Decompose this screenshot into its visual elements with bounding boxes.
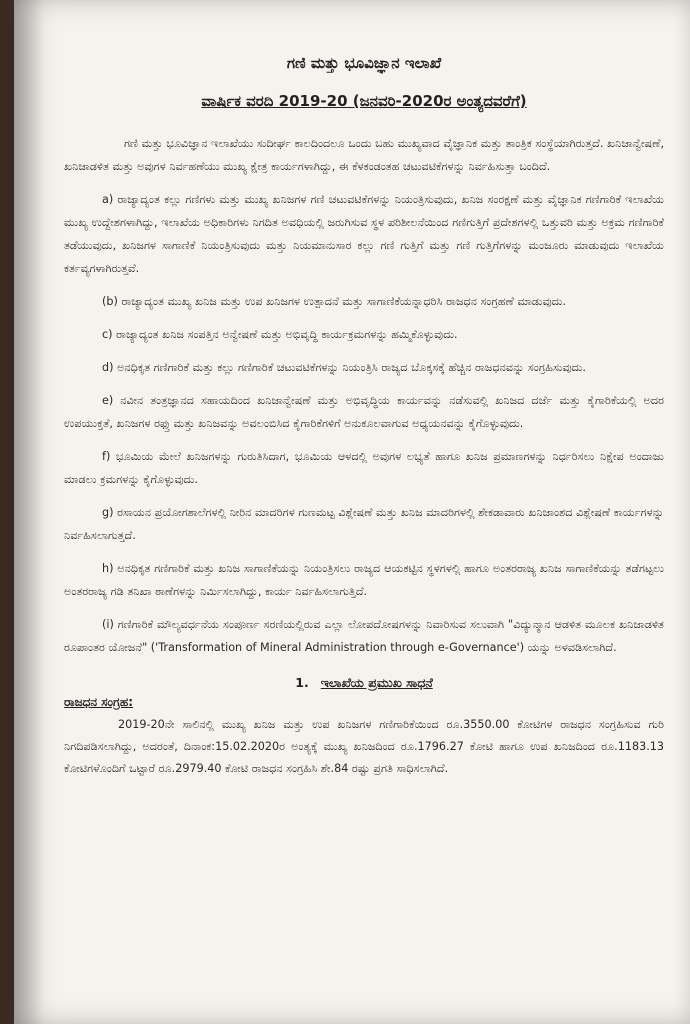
section-number: 1. <box>295 675 309 690</box>
department-heading: ಗಣಿ ಮತ್ತು ಭೂವಿಜ್ಞಾನ ಇಲಾಖೆ <box>286 54 442 72</box>
list-item <box>64 501 664 547</box>
list-item <box>64 389 664 435</box>
subsection-title: ರಾಜಧನ ಸಂಗ್ರಹ: <box>64 695 134 709</box>
item-label: a) <box>102 193 114 206</box>
list-item <box>64 557 664 603</box>
item-label: c) <box>102 328 113 341</box>
report-title: ವಾರ್ಷಿಕ ವರದಿ 2019-20 (ಜನವರಿ-2020ರ ಅಂತ್ಯದವರೆಗೆ) <box>201 92 527 110</box>
item-text: ರಾಜ್ಯಾದ್ಯಂತ ಖನಿಜ ಸಂಪತ್ತಿನ ಅನ್ವೇಷಣೆ ಮತ್ತು ಅಭಿವೃದ್ಧಿ ಕಾರ್ಯಕ್ರಮಗಳನ್ನು ಹಮ್ಮಿಕೊಳ್ಳುವುದು. <box>116 328 458 341</box>
list-item <box>64 290 664 313</box>
section-heading <box>64 675 664 691</box>
document-page <box>14 0 690 1024</box>
list-item <box>64 356 664 379</box>
item-text: ರಾಜ್ಯಾದ್ಯಂತ ಮುಖ್ಯ ಖನಿಜ ಮತ್ತು ಉಪ ಖನಿಜಗಳ ಉತ್ಪಾದನೆ ಮತ್ತು ಸಾಗಾಣಿಕೆಯನ್ನಾಧರಿಸಿ ರಾಜಧನ ಸಂಗ್ರಹಣೆ ಮಾಡುವುದು. <box>121 295 567 308</box>
item-text: ಅನಧಿಕೃತ ಗಣಿಗಾರಿಕೆ ಮತ್ತು ಖನಿಜ ಸಾಗಾಣಿಕೆಯನ್ನು ನಿಯಂತ್ರಿಸಲು ರಾಜ್ಯದ ಆಯಕಟ್ಟಿನ ಸ್ಥಳಗಳಲ್ಲಿ ಹಾಗೂ ಅಂತರರಾಜ್ಯ ಖನಿಜ ಸಾಗಾಣಿಕೆಯನ್ನು ತಡೆಗಟ್ಟಲು ಅಂತರರಾಜ್ಯ ಗಡಿ ತನಿಖಾ ಠಾಣೆಗಳನ್ನು ನಿರ್ಮಿಸಲಾಗಿದ್ದು, ಕಾರ್ಯ ನಿರ್ವಹಿಸಲಾಗುತ್ತಿದೆ. <box>64 562 664 598</box>
item-text: ಭೂಮಿಯ ಮೇಲೆ ಖನಿಜಗಳನ್ನು ಗುರುತಿಸಿದಾಗ, ಭೂಮಿಯ ಆಳದಲ್ಲಿ ಅವುಗಳ ಲಭ್ಯತೆ ಹಾಗೂ ಖನಿಜ ಪ್ರಮಾಣಗಳನ್ನು ನಿರ್ಧರಿಸಲು ನಿಕ್ಷೇಪ ಅಂದಾಜು ಮಾಡಲು ಕ್ರಮಗಳನ್ನು ಕೈಗೊಳ್ಳುವುದು. <box>64 450 664 486</box>
item-label: e) <box>102 394 114 407</box>
item-text: ನವೀನ ತಂತ್ರಜ್ಞಾನದ ಸಹಾಯದಿಂದ ಖನಿಜಾನ್ವೇಷಣೆ ಮತ್ತು ಅಭಿವೃದ್ಧಿಯ ಕಾರ್ಯವನ್ನು ನಡೆಸುವಲ್ಲಿ ಖನಿಜದ ದರ್ಜೆ ಮತ್ತು ಕೈಗಾರಿಕೆಯಲ್ಲಿ ಅದರ ಉಪಯುಕ್ತತೆ, ಖನಿಜಗಳ ರಫ್ತು ಮತ್ತು ಖನಿಜವನ್ನು ಅವಲಂಬಿಸಿದ ಕೈಗಾರಿಕೆಗಳಿಗೆ ಅನುಕೂಲವಾಗುವ ಅಧ್ಯಯನವನ್ನು ಕೈಗೊಳ್ಳುವುದು. <box>64 394 664 430</box>
item-text: ಗಣಿಗಾರಿಕೆ ಮೌಲ್ಯವರ್ಧನೆಯ ಸಂಪೂರ್ಣ ಸರಣಿಯಲ್ಲಿರುವ ಎಲ್ಲಾ ಲೋಪದೋಷಗಳನ್ನು ನಿವಾರಿಸುವ ಸಲುವಾಗಿ "ವಿದ್ಯುನ್ಮಾನ ಆಡಳಿತ ಮೂಲಕ ಖನಿಜಾಡಳಿತ ರೂಪಾಂತರ ಯೋಜನೆ" ('Transformation of Mineral Administration through e-Governance') ಯನ್ನು ಅಳವಡಿಸಲಾಗಿದೆ. <box>64 618 664 654</box>
item-text: ಅನಧಿಕೃತ ಗಣಿಗಾರಿಕೆ ಮತ್ತು ಕಲ್ಲು ಗಣಿಗಾರಿಕೆ ಚಟುವಟಿಕೆಗಳನ್ನು ನಿಯಂತ್ರಿಸಿ ರಾಜ್ಯದ ಬೊಕ್ಕಸಕ್ಕೆ ಹೆಚ್ಚಿನ ರಾಜಧನವನ್ನು ಸಂಗ್ರಹಿಸುವುದು. <box>117 361 586 374</box>
item-label: f) <box>102 450 111 463</box>
list-item <box>64 188 664 280</box>
item-label: h) <box>102 562 114 575</box>
document-content <box>64 44 664 780</box>
item-label: (i) <box>102 618 114 631</box>
list-item <box>64 445 664 491</box>
intro-paragraph: ಗಣಿ ಮತ್ತು ಭೂವಿಜ್ಞಾನ ಇಲಾಖೆಯು ಸುದೀರ್ಘ ಕಾಲದಿಂದಲೂ ಒಂದು ಬಹು ಮುಖ್ಯವಾದ ವೈಜ್ಞಾನಿಕ ಮತ್ತು ತಾಂತ್ರಿಕ ಸಂಸ್ಥೆಯಾಗಿರುತ್ತದೆ. ಖನಿಜಾನ್ವೇಷಣೆ, ಖನಿಜಾಡಳಿತ ಮತ್ತು ಅವುಗಳ ನಿರ್ವಹಣೆಯು ಮುಖ್ಯ ಕ್ಷೇತ್ರ ಕಾರ್ಯಗಳಾಗಿದ್ದು, ಈ ಕೆಳಕಂಡಂತಹ ಚಟುವಟಿಕೆಗಳನ್ನು ನಿರ್ವಹಿಸುತ್ತಾ ಬಂದಿದೆ. <box>64 137 664 173</box>
list-item <box>64 613 664 659</box>
revenue-paragraph: 2019-20ನೇ ಸಾಲಿನಲ್ಲಿ ಮುಖ್ಯ ಖನಿಜ ಮತ್ತು ಉಪ ಖನಿಜಗಳ ಗಣಿಗಾರಿಕೆಯಿಂದ ರೂ.3550.00 ಕೋಟಿಗಳ ರಾಜಧನ ಸಂಗ್ರಹಿಸುವ ಗುರಿ ನಿಗದಿಪಡಿಸಲಾಗಿದ್ದು, ಅದರಂತೆ, ದಿನಾಂಕ:15.02.2020ರ ಅಂತ್ಯಕ್ಕೆ ಮುಖ್ಯ ಖನಿಜದಿಂದ ರೂ.1796.27 ಕೋಟಿ ಹಾಗೂ ಉಪ ಖನಿಜದಿಂದ ರೂ.1183.13 ಕೋಟಿಗಳೊಂದಿಗೆ ಒಟ್ಟಾರೆ ರೂ.2979.40 ಕೋಟಿ ರಾಜಧನ ಸಂಗ್ರಹಿಸಿ ಶೇ.84 ರಷ್ಟು ಪ್ರಗತಿ ಸಾಧಿಸಲಾಗಿದೆ. <box>64 718 664 775</box>
page-edge-shadow <box>14 0 44 1024</box>
item-label: (b) <box>102 295 118 308</box>
item-text: ರಸಾಯನ ಪ್ರಯೋಗಶಾಲೆಗಳಲ್ಲಿ ನೀರಿನ ಮಾದರಿಗಳ ಗುಣಮಟ್ಟ ವಿಶ್ಲೇಷಣೆ ಮತ್ತು ಖನಿಜ ಮಾದರಿಗಳಲ್ಲಿ ಶೇಕಡಾವಾರು ಖನಿಜಾಂಶದ ವಿಶ್ಲೇಷಣೆ ಕಾರ್ಯಗಳನ್ನು ನಿರ್ವಹಿಸಲಾಗುತ್ತದೆ. <box>64 506 664 542</box>
item-label: d) <box>102 361 114 374</box>
list-item <box>64 323 664 346</box>
item-label: g) <box>102 506 114 519</box>
section-title: ಇಲಾಖೆಯ ಪ್ರಮುಖ ಸಾಧನೆ <box>320 675 433 690</box>
item-text: ರಾಜ್ಯಾದ್ಯಂತ ಕಲ್ಲು ಗಣಿಗಳು ಮತ್ತು ಮುಖ್ಯ ಖನಿಜಗಳ ಗಣಿ ಚಟುವಟಿಕೆಗಳನ್ನು ನಿಯಂತ್ರಿಸುವುದು, ಖನಿಜ ಸಂರಕ್ಷಣೆ ಮತ್ತು ವೈಜ್ಞಾನಿಕ ಗಣಿಗಾರಿಕೆ ಇಲಾಖೆಯ ಮುಖ್ಯ ಉದ್ದೇಶಗಳಾಗಿದ್ದು, ಇಲಾಖೆಯ ಅಧಿಕಾರಿಗಳು ನಿಗದಿತ ಅವಧಿಯಲ್ಲಿ ಜರುಗಿಸುವ ಸ್ಥಳ ಪರಿಶೀಲನೆಯಿಂದ ಗಣಿಗುತ್ತಿಗೆ ಪ್ರದೇಶಗಳಲ್ಲಿ ಒತ್ತುವರಿ ಮತ್ತು ಅಕ್ರಮ ಗಣಿಗಾರಿಕೆ ತಡೆಯುವುದು, ಖನಿಜಗಳ ಸಾಗಾಣಿಕೆ ನಿಯಂತ್ರಿಸುವುದು ಮತ್ತು ನಿಯಮಾನುಸಾರ ಕಲ್ಲು ಗಣಿ ಗುತ್ತಿಗೆ ಮತ್ತು ಗಣಿ ಗುತ್ತಿಗೆಗಳನ್ನು ಮಂಜೂರು ಮಾಡುವುದು ಇಲಾಖೆಯ ಕರ್ತವ್ಯಗಳಾಗಿರುತ್ತವೆ. <box>64 193 664 275</box>
